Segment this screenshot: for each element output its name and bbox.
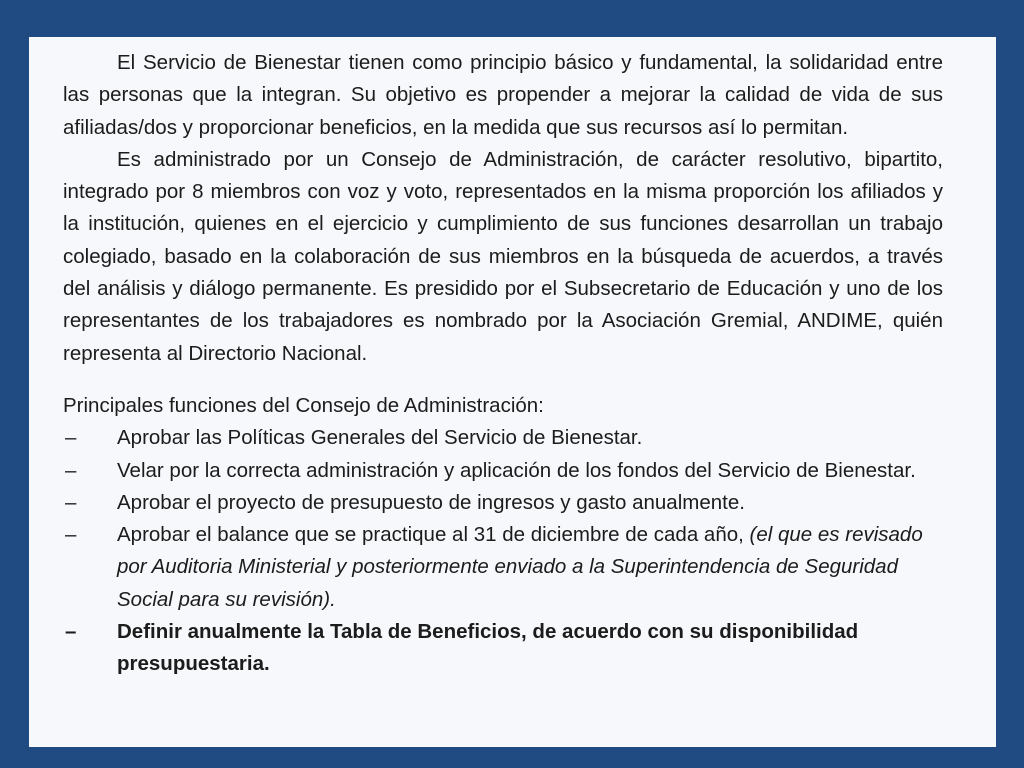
intro-paragraph: El Servicio de Bienestar tienen como principio básico y fundamental, la solidaridad entre las personas que la integran. Su objetivo es propender a mejorar la calidad de vida de sus afiliadas/dos y proporcionar beneficios, en la medida que sus recursos así lo permitan. bbox=[63, 51, 943, 139]
function-text: Aprobar el proyecto de presupuesto de ingresos y gasto anualmente. bbox=[117, 490, 745, 514]
list-item bbox=[63, 455, 943, 487]
function-text: Aprobar las Políticas Generales del Servicio de Bienestar. bbox=[117, 426, 643, 450]
list-item bbox=[63, 487, 943, 519]
document-page bbox=[29, 37, 996, 747]
function-text: Velar por la correcta administración y aplicación de los fondos del Servicio de Bienestar. bbox=[117, 458, 916, 482]
function-text: Aprobar el balance que se practique al 31 de diciembre de cada año, bbox=[117, 523, 744, 547]
dash-bullet: – bbox=[65, 620, 77, 644]
list-item bbox=[63, 616, 943, 681]
dash-bullet: – bbox=[65, 523, 77, 547]
balance-note: (el que es revisado por Auditoria Ministerial y posteriormente enviado a la Superintendencia de Seguridad Social para su revisión). bbox=[117, 523, 923, 611]
dash-bullet: – bbox=[65, 426, 77, 450]
dash-bullet: – bbox=[65, 490, 77, 514]
functions-heading: Principales funciones del Consejo de Administración: bbox=[63, 393, 544, 417]
list-item bbox=[63, 519, 943, 616]
dash-bullet: – bbox=[65, 458, 77, 482]
list-item bbox=[63, 422, 943, 454]
document-body bbox=[63, 47, 943, 681]
function-text: Definir anualmente la Tabla de Beneficios, de acuerdo con su disponibilidad presupuestaria. bbox=[117, 620, 859, 676]
functions-list bbox=[63, 422, 943, 680]
administration-paragraph: Es administrado por un Consejo de Administración, de carácter resolutivo, bipartito, integrado por 8 miembros con voz y voto, representados en la misma proporción los afiliados y la institución, quienes en el ejercicio y cumplimiento de sus funciones desarrollan un trabajo colegiado, basado en la colaboración de sus miembros en la búsqueda de acuerdos, a través del análisis y diálogo permanente. Es presidido por el Subsecretario de Educación y uno de los representantes de los trabajadores es nombrado por la Asociación Gremial, ANDIME, quién representa al Directorio Nacional. bbox=[63, 147, 943, 365]
